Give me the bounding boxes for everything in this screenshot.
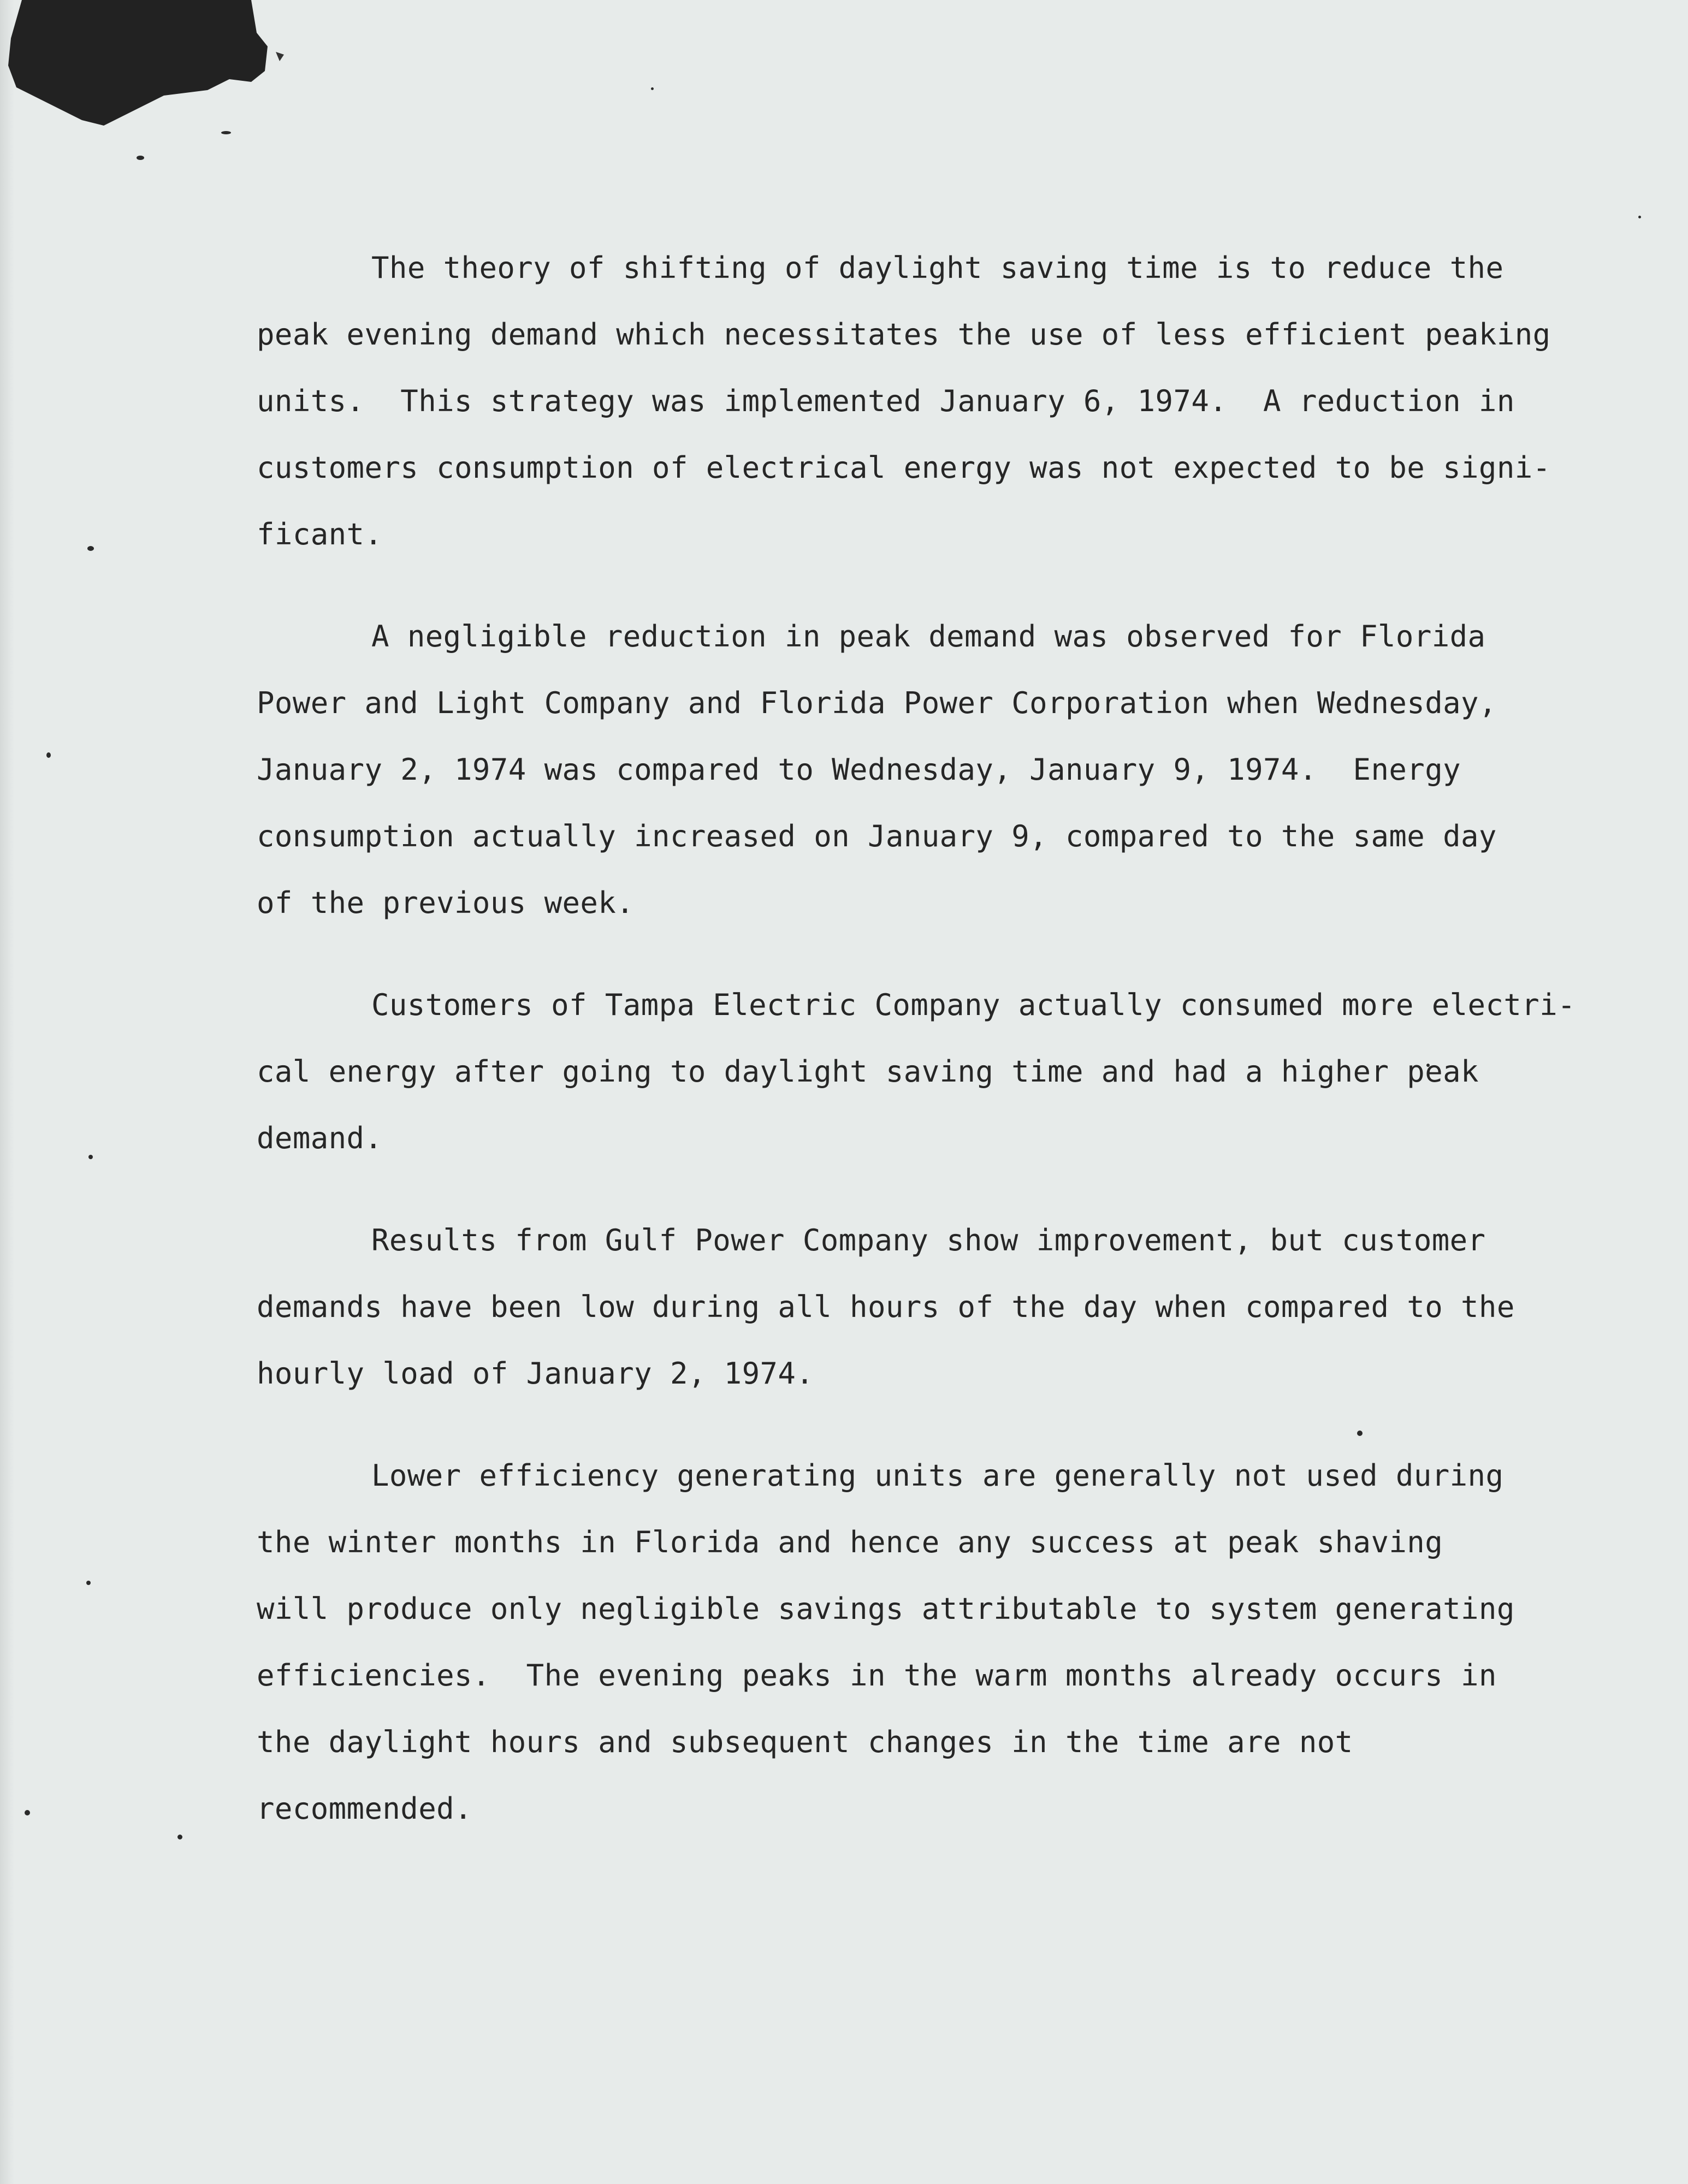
torn-corner-mark — [0, 0, 284, 131]
text-line: The theory of shifting of daylight saving time is to reduce the — [371, 251, 1504, 285]
paragraph-4 — [257, 1207, 1535, 1407]
text-line: January 2, 1974 was compared to Wednesday, January 9, 1974. Energy — [257, 752, 1461, 787]
text-line: consumption actually increased on January 9, compared to the same day — [257, 819, 1497, 853]
document-body — [257, 235, 1576, 1878]
text-line: Results from Gulf Power Company show improvement, but customer — [371, 1223, 1486, 1257]
text-line: units. This strategy was implemented January 6, 1974. A reduction in — [257, 384, 1515, 418]
paragraph-1 — [257, 235, 1551, 568]
paper-speck — [1638, 216, 1641, 218]
paragraph-2 — [257, 603, 1535, 936]
paper-speck — [88, 1155, 93, 1159]
text-line: ficant. — [257, 517, 383, 551]
paper-speck — [651, 87, 654, 90]
text-line: recommended. — [257, 1791, 472, 1826]
paper-speck — [86, 1581, 91, 1585]
text-line: demands have been low during all hours of the day when compared to the — [257, 1290, 1515, 1324]
text-line: customers consumption of electrical energy was not expected to be signi- — [257, 450, 1551, 485]
text-line: demand. — [257, 1121, 383, 1155]
text-line: will produce only negligible savings attributable to system generating — [257, 1592, 1515, 1626]
paper-speck — [177, 1835, 182, 1839]
paper-left-edge — [0, 0, 14, 2184]
text-line: A negligible reduction in peak demand was observed for Florida — [371, 619, 1486, 654]
paper-speck — [87, 546, 94, 551]
text-line: Customers of Tampa Electric Company actually consumed more electri- — [371, 988, 1576, 1022]
text-line: the daylight hours and subsequent changes in the time are not — [257, 1725, 1353, 1759]
text-line: efficiencies. The evening peaks in the warm months already occurs in — [257, 1658, 1497, 1693]
text-line: hourly load of January 2, 1974. — [257, 1356, 814, 1391]
text-line: of the previous week. — [257, 886, 635, 920]
paper-speck — [137, 156, 144, 160]
paragraph-3 — [257, 972, 1576, 1172]
text-line: cal energy after going to daylight saving time and had a higher peak — [257, 1054, 1479, 1089]
text-line: the winter months in Florida and hence any success at peak shaving — [257, 1525, 1443, 1559]
paper-speck — [46, 752, 51, 758]
text-line: Power and Light Company and Florida Power Corporation when Wednesday, — [257, 686, 1497, 720]
text-line: Lower efficiency generating units are generally not used during — [371, 1458, 1504, 1493]
paragraph-5 — [257, 1443, 1535, 1842]
text-line: peak evening demand which necessitates the use of less efficient peaking — [257, 317, 1551, 352]
paper-speck — [221, 131, 231, 134]
paper-speck — [25, 1810, 30, 1815]
